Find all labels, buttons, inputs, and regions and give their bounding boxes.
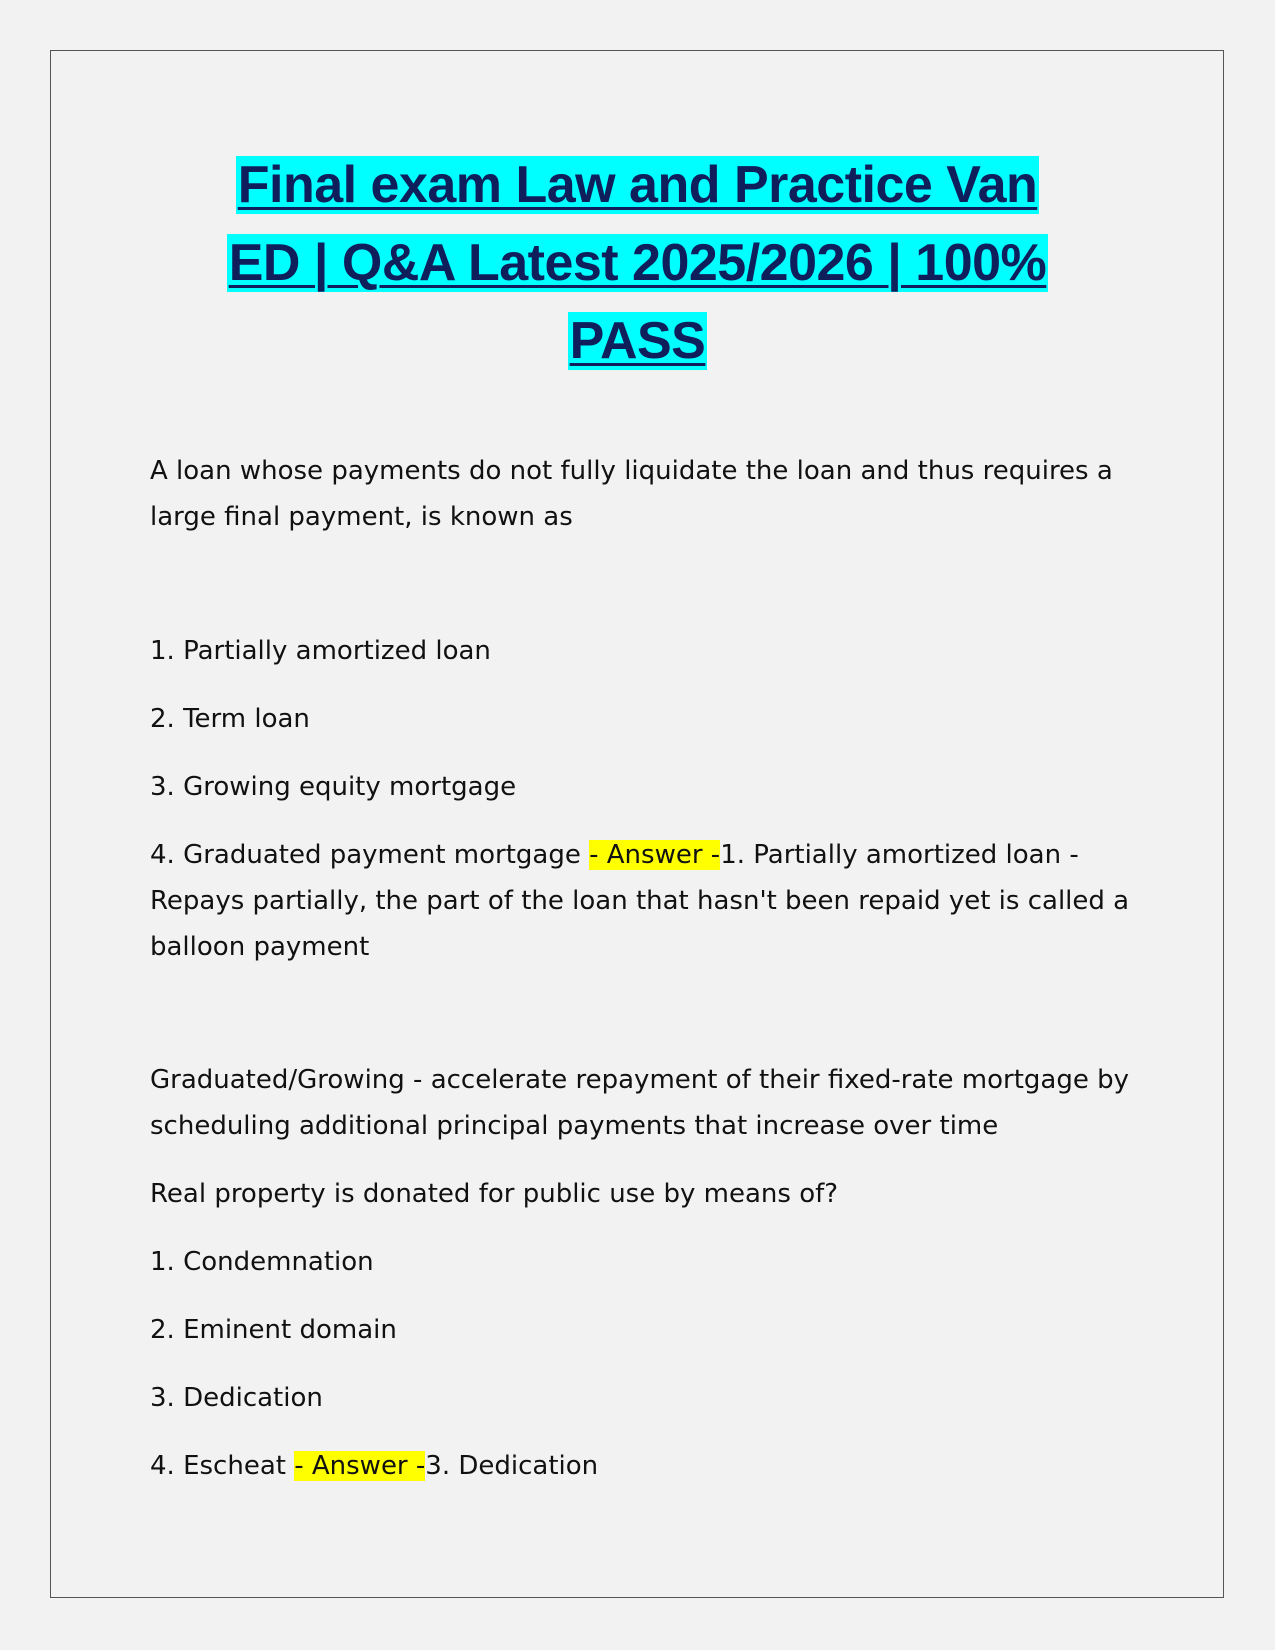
answer-marker: - Answer - bbox=[589, 840, 721, 870]
title-line-2: ED | Q&A Latest 2025/2026 | 100% bbox=[228, 234, 1047, 292]
question-1-option-4: 4. Graduated payment mortgage bbox=[150, 840, 590, 870]
question-1-answer: 1. Partially amortized loan - Repays partially, the part of the loan that hasn't been repaid yet is called a balloon payment bbox=[150, 840, 1130, 962]
question-2-option-2: 2. Eminent domain bbox=[150, 1315, 397, 1345]
title-line-1: Final exam Law and Practice Van bbox=[237, 156, 1038, 214]
question-1-option-1: 1. Partially amortized loan bbox=[150, 636, 491, 666]
document-body bbox=[150, 448, 1130, 1489]
question-1-option-3: 3. Growing equity mortgage bbox=[150, 772, 517, 802]
question-2-option-1: 1. Condemnation bbox=[150, 1247, 374, 1277]
answer-marker: - Answer - bbox=[294, 1451, 426, 1481]
title-line-3: PASS bbox=[569, 312, 706, 370]
question-2-option-4: 4. Escheat bbox=[150, 1451, 295, 1481]
question-1-option-2: 2. Term loan bbox=[150, 704, 310, 734]
question-2-option-3: 3. Dedication bbox=[150, 1383, 323, 1413]
question-1-note: Graduated/Growing - accelerate repayment of their fixed-rate mortgage by scheduling additional principal payments that increase over time bbox=[150, 1065, 1130, 1141]
question-2-text: Real property is donated for public use by means of? bbox=[150, 1179, 839, 1209]
question-1-option-4-with-answer bbox=[150, 832, 1130, 970]
question-1-text: A loan whose payments do not fully liquidate the loan and thus requires a large final payment, is known as bbox=[150, 456, 1113, 532]
document-title bbox=[150, 146, 1125, 380]
question-2-answer: 3. Dedication bbox=[425, 1451, 599, 1481]
question-2-option-4-with-answer bbox=[150, 1443, 1130, 1489]
